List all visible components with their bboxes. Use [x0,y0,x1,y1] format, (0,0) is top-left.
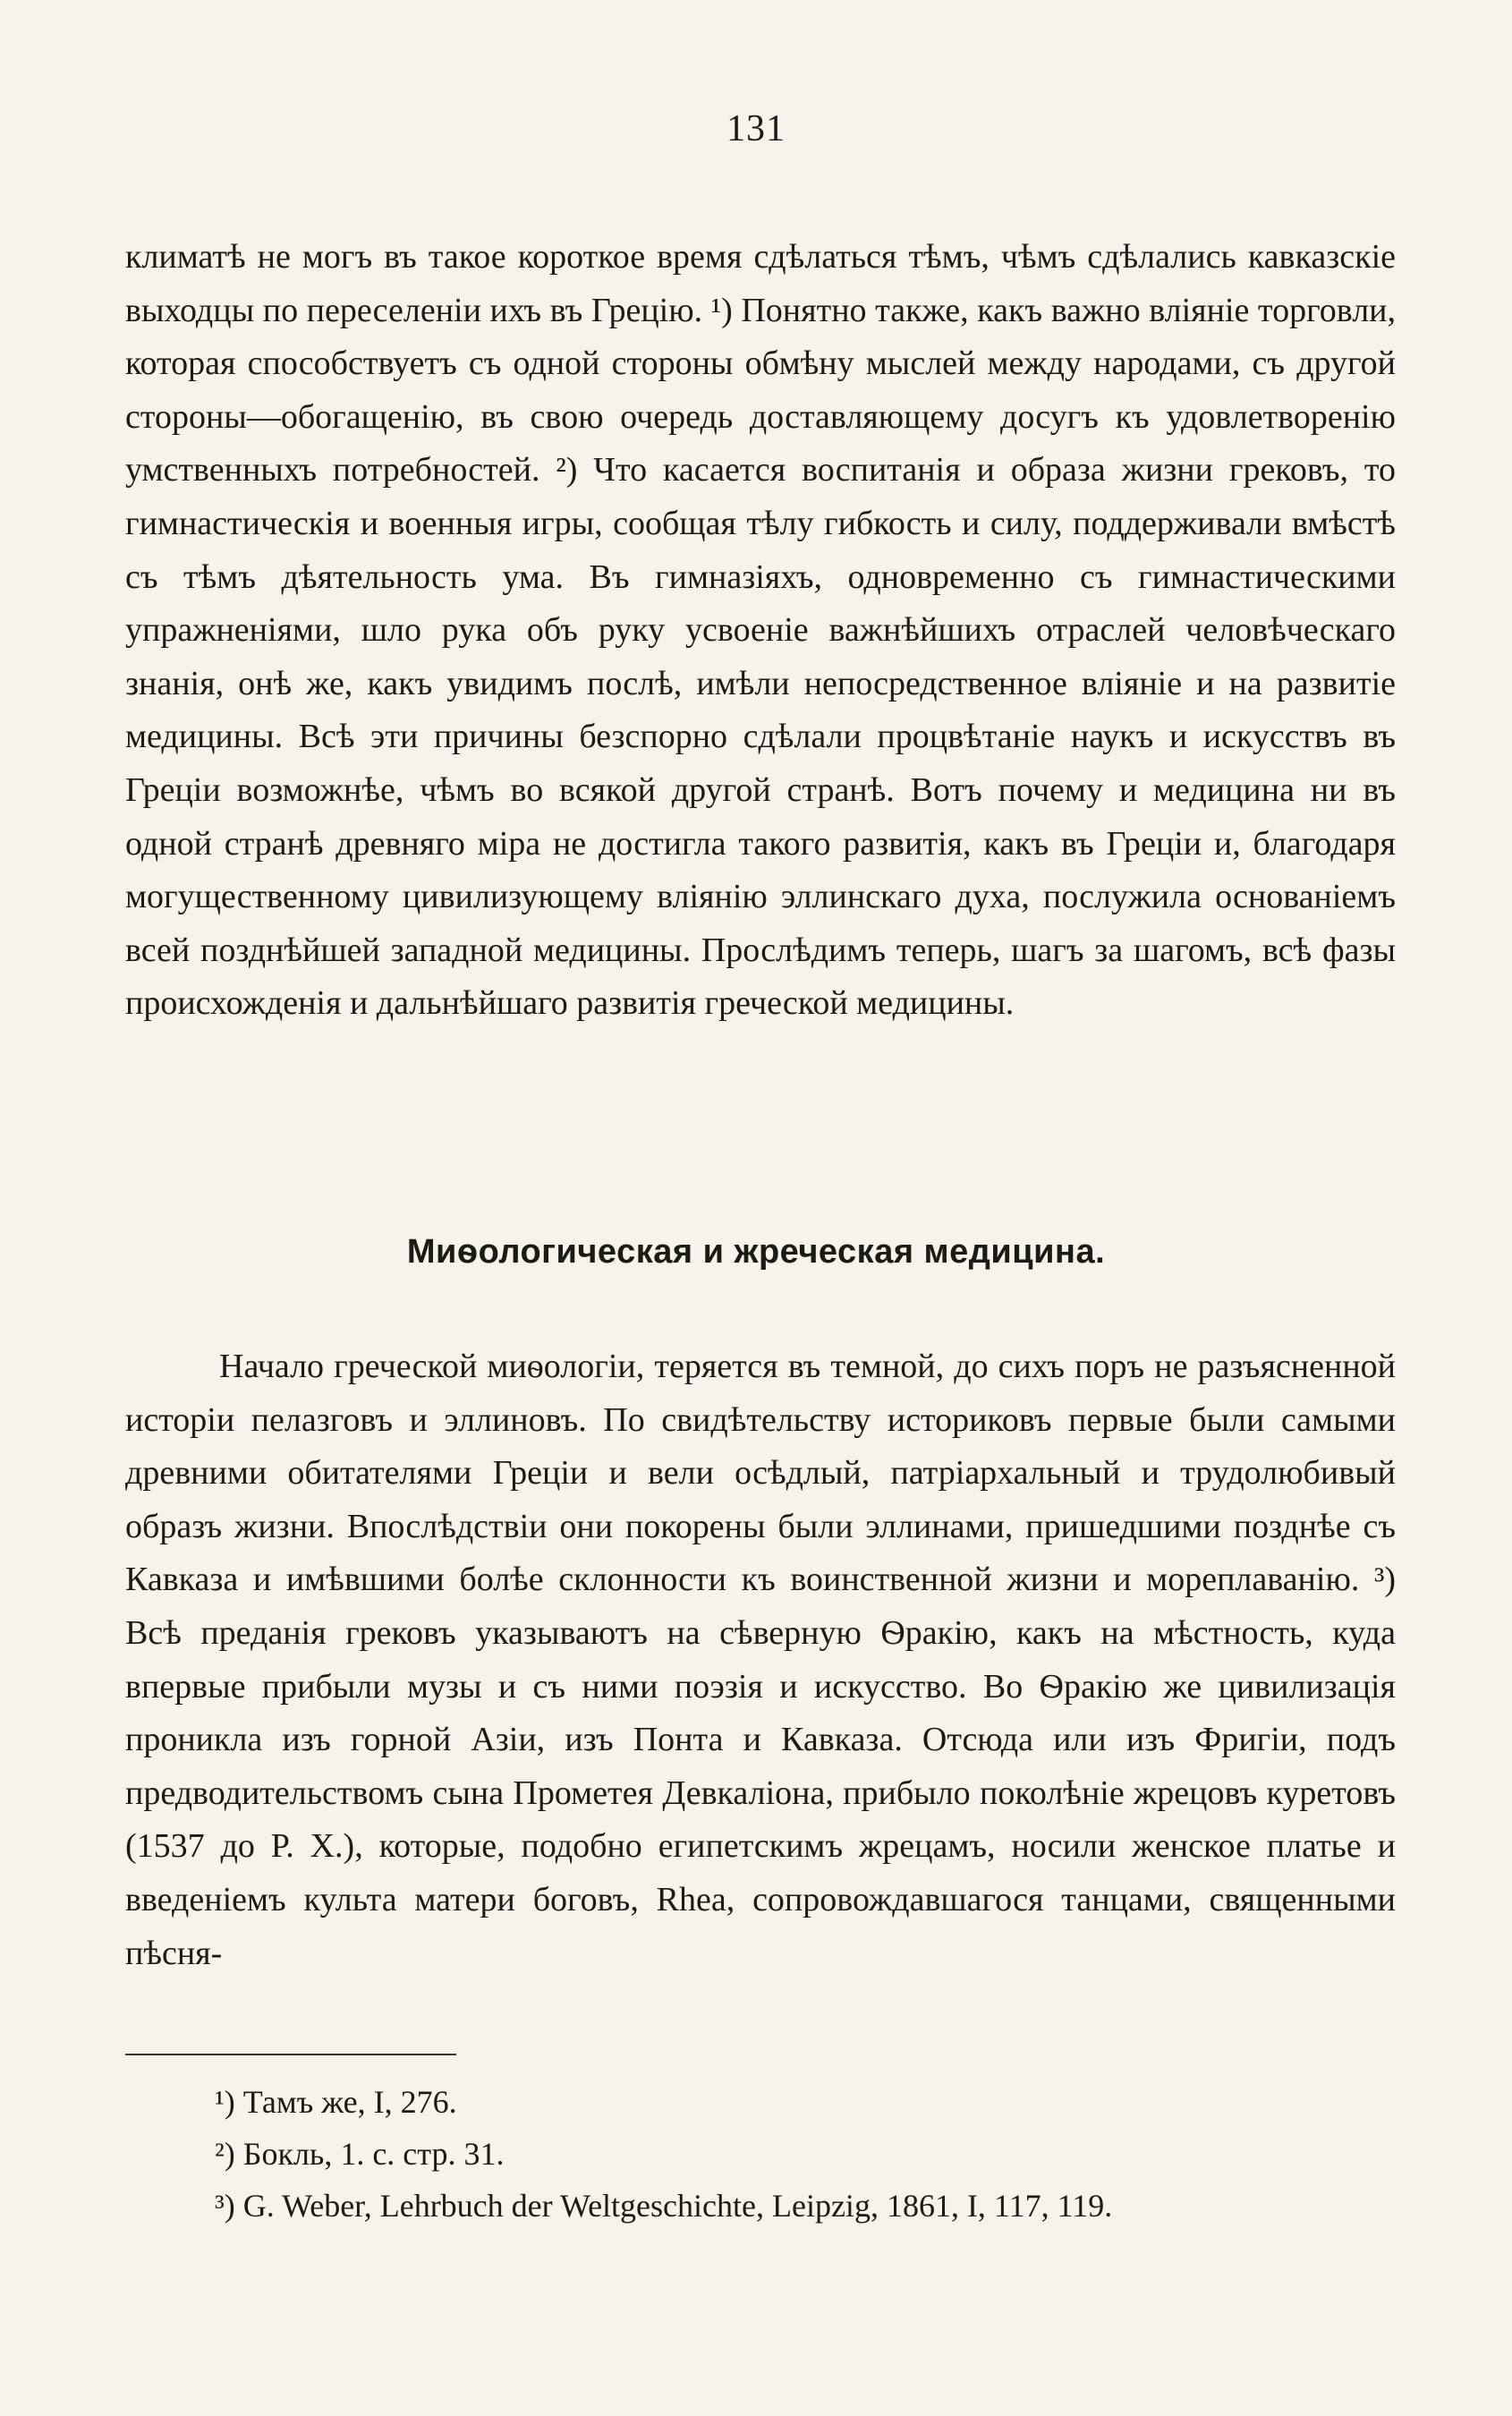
footnote-text: Бокль, 1. с. стр. 31. [242,2136,505,2172]
body-paragraph-1: климатѣ не могъ въ такое короткое время сдѣлаться тѣмъ, чѣмъ сдѣлались кавказскіе выходцы по переселеніи ихъ въ Грецію. ¹) Понятно также, какъ важно вліяніе торговли, которая способствуетъ съ одной стороны обмѣну мыслей между народами, съ другой стороны—обогащенію, въ свою очередь доставляющему досугъ къ удовлетворенію умственныхъ потребностей. ²) Что касается воспитанія и образа жизни грековъ, то гимнастическія и военныя игры, сообщая тѣлу гибкость и силу, поддерживали вмѣстѣ съ тѣмъ дѣятельность ума. Въ гимназіяхъ, одновременно съ гимнастическими упражненіями, шло рука объ руку усвоеніе важнѣйшихъ отраслей человѣческаго знанія, онѣ же, какъ увидимъ послѣ, имѣли непосредственное вліяніе и на развитіе медицины. Всѣ эти причины безспорно сдѣлали процвѣтаніе наукъ и искусствъ въ Греціи возможнѣе, чѣмъ во всякой другой странѣ. Вотъ почему и медицина ни въ одной странѣ древняго міра не достигла такого развитія, какъ въ Греціи и, благодаря могущественному цивилизующему вліянію эллинскаго духа, послужила основаніемъ всей позднѣйшей западной медицины. Прослѣдимъ теперь, шагъ за шагомъ, всѣ фазы происхожденія и дальнѣйшаго развитія греческой медицины. [125,238,1396,1023]
footnote-mark: ³) [215,2188,235,2224]
footnote-mark: ²) [215,2136,235,2172]
footnote-1 [215,2076,1405,2128]
footnote-3 [215,2180,1405,2232]
footnote-text: G. Weber, Lehrbuch der Weltgeschichte, Leipzig, 1861, I, 117, 119. [242,2188,1113,2224]
body-paragraph-2: Начало греческой миѳологіи, теряется въ темной, до сихъ поръ не разъясненной исторіи пелазговъ и эллиновъ. По свидѣтельству историковъ первые были самыми древними обитателями Греціи и вели осѣдлый, патріархальный и трудолюбивый образъ жизни. Впослѣдствіи они покорены были эллинами, пришедшими позднѣе съ Кавказа и имѣвшими болѣе склонности къ воинственной жизни и мореплаванію. ³) Всѣ преданія грековъ указываютъ на сѣверную Ѳракію, какъ на мѣстность, куда впервые прибыли музы и съ ними поэзія и искусство. Во Ѳракію же цивилизація проникла изъ горной Азіи, изъ Понта и Кавказа. Отсюда или изъ Фригіи, подъ предводительствомъ сына Прометея Девкаліона, прибыло поколѣніе жрецовъ куретовъ (1537 до Р. Х.), которые, подобно египетскимъ жрецамъ, носили женское платье и введеніемъ культа матери боговъ, Rhea, сопровождавшагося танцами, священными пѣсня- [125,1348,1396,1972]
footnote-2 [215,2128,1405,2180]
footnote-text: Тамъ же, I, 276. [242,2084,457,2120]
page-number: 131 [726,108,786,149]
footnote-separator [125,2054,456,2055]
footnotes [215,2076,1405,2232]
footnote-mark: ¹) [215,2084,235,2120]
section-heading: Миѳологическая и жреческая медицина. [406,1233,1106,1271]
